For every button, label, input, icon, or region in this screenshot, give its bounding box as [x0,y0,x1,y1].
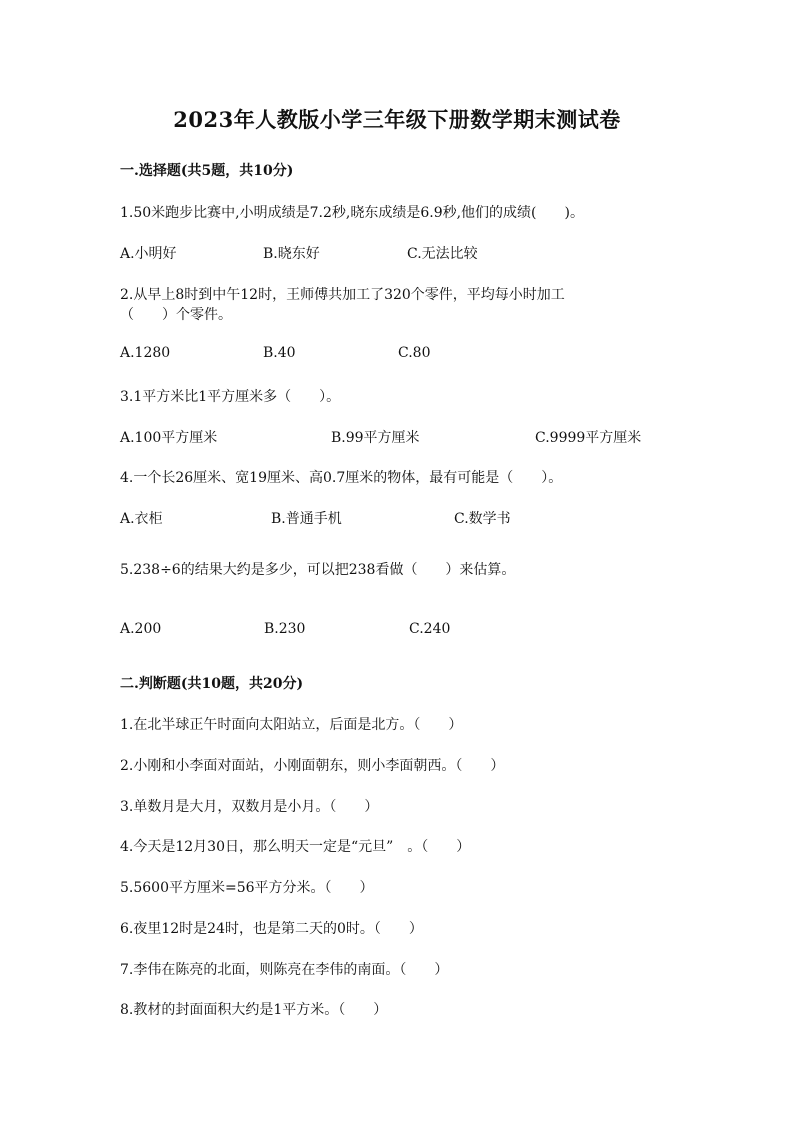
question-5-option-b: B.230 [264,621,306,637]
judgement-item-8: 8.教材的封面面积大约是1平方米。（ ） [120,1002,388,1018]
question-2-text-continued: （ ）个零件。 [120,307,232,323]
question-4-option-b: B.普通手机 [271,511,342,527]
question-2-option-b: B.40 [263,345,296,361]
question-3-option-c: C.9999平方厘米 [535,430,642,446]
question-1-option-b: B.晓东好 [263,246,320,262]
question-3-option-a: A.100平方厘米 [120,430,218,446]
question-3-text: 3.1平方米比1平方厘米多（ ）。 [120,389,341,405]
section-heading-choice: 一.选择题(共5题，共10分) [120,163,294,179]
judgement-item-6: 6.夜里12时是24时，也是第二天的0时。（ ） [120,921,423,937]
question-1-option-a: A.小明好 [120,246,177,262]
judgement-item-7: 7.李伟在陈亮的北面，则陈亮在李伟的南面。（ ） [120,962,449,978]
section-heading-judgement: 二.判断题(共10题，共20分) [120,676,304,692]
question-5-option-a: A.200 [120,621,162,637]
page-title: 2023年人教版小学三年级下册数学期末测试卷 [173,107,621,132]
judgement-item-4: 4.今天是12月30日，那么明天一定是“元旦” 。（ ） [120,839,471,855]
question-5-text: 5.238÷6的结果大约是多少，可以把238看做（ ）来估算。 [120,562,516,578]
question-4-text: 4.一个长26厘米、宽19厘米、高0.7厘米的物体，最有可能是（ ）。 [120,470,563,486]
question-3-option-b: B.99平方厘米 [331,430,420,446]
question-2-option-a: A.1280 [120,345,171,361]
judgement-item-5: 5.5600平方厘米=56平方分米。（ ） [120,880,374,896]
question-5-option-c: C.240 [409,621,451,637]
question-1-option-c: C.无法比较 [407,246,478,262]
question-4-option-c: C.数学书 [454,511,511,527]
question-2-text: 2.从早上8时到中午12时，王师傅共加工了320个零件，平均每小时加工 [120,287,565,303]
judgement-item-3: 3.单数月是大月，双数月是小月。（ ） [120,799,379,815]
question-1-text: 1.50米跑步比赛中,小明成绩是7.2秒,晓东成绩是6.9秒,他们的成绩( )。 [120,205,584,221]
judgement-item-1: 1.在北半球正午时面向太阳站立，后面是北方。（ ） [120,717,463,733]
question-2-option-c: C.80 [398,345,431,361]
question-4-option-a: A.衣柜 [120,511,163,527]
judgement-item-2: 2.小刚和小李面对面站，小刚面朝东，则小李面朝西。（ ） [120,758,505,774]
